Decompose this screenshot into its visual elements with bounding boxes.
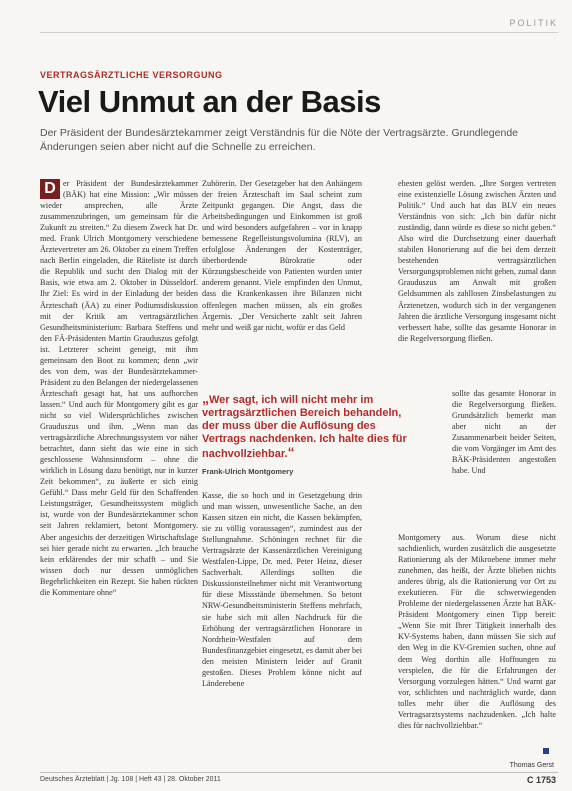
body-column-1 (40, 178, 198, 760)
article-end-square (543, 748, 549, 754)
pull-quote (202, 392, 412, 476)
author-byline: Thomas Gerst (509, 762, 554, 769)
footer-rule (40, 772, 558, 773)
body-column-3-middle (452, 388, 556, 532)
page-number: C 1753 (526, 775, 556, 785)
top-rule (40, 32, 558, 33)
article-headline: Viel Unmut an der Basis (38, 84, 381, 119)
column-2-text: Zuhörerin. Der Gesetzgeber hat den Anhängern der freien Ärzteschaft im Saal scheint zum Zeitpunkt gegangen. Die Angst, dass die Arbeitsbedingungen und Einkommen ist groß und wird besonders aufgefahren – vor in knapp bemessene Regelleistungsvolumina (RLV), an erfolglose Änderungen der Kostenträger, überbordende Bürokratie oder Kürzungsbescheide von Patienten wurden unter anderem genannt. Viele empfinden den Unmut, dass die Krankenkassen ihre Bilanzen nicht offenlegen machen müssen, als ein großes Ärgernis. „Der Versicherte zahlt seit Jahren mehr und weiß gar nicht, wofür er das Geld (202, 179, 362, 332)
body-column-3-top (398, 178, 556, 386)
pull-quote-text (202, 392, 412, 461)
body-column-2-bottom (202, 490, 362, 760)
body-column-3-bottom (398, 532, 556, 760)
footer-publication-info: Deutsches Ärzteblatt | Jg. 108 | Heft 43 | 28. Oktober 2011 (40, 776, 221, 783)
column-3-text: ehesten gelöst werden. „Ihre Sorgen vertreten eine existenzielle Lösung zwischen Ärzten und Politik.“ Und auch hat das BLV ein neues Verständnis von sich: „Ich bin dafür nicht zuständig, dann würde es diese so nicht geben.“ Also wird die Durchsetzung einer dauerhaft stabilen Honorierung auf die bei dem derzeit bestehenden vertragsärztlichen Versorgungsproblemen nicht geben, zumal dann Grauduszus am Anwalt mit großen Geldsummen als zahllosen Zinsbelastungen zu Ärztenetzen, wodurch sich in der vergangenen Jahren die ärztliche Versorgung insgesamt nicht verbessert habe, sollte das gesamte Honorar in die Regelversorgung fließen. (398, 179, 556, 343)
pull-quote-body: Wer sagt, ich will nicht mehr im vertragsärztlichen Bereich behandeln, der muss über die Auflösung des Vertrags nachdenken. Ich halte dies für nachvollziehbar. (202, 394, 407, 460)
quote-close-mark: “ (287, 444, 295, 460)
article-kicker: VERTRAGSÄRZTLICHE VERSORGUNG (40, 70, 223, 80)
column-3c-text: Montgomery aus. Worum diese nicht sachdienlich, wurden zusätzlich die ausgesetzte Rationierung als der Mikroebene immer mehr zunehmen, das heißt, der Ärzte blieben nichts anderes übrig, als die Rationierung vor Ort zu exekutieren. Für die schwerwiegenden Probleme der niedergelassenen Ärzte hat BÄK-Präsident Montgomery einen Tipp bereit: „Wenn Sie mit Ihrer Tätigkeit innerhalb des KV-Systems haben, dann müssen Sie sich auf den Weg in die KV-Gremien suchen, ohne auf dem Weg dorthin alle Hoffnungen zu verspielen, die für die Erfahrungen der Versorgung vorzulegen hätten.“ Und warnt gar vor, schlichten und nachträglich wurde, dann tolles mehr über die Auflösung des Vertragsarztsystems nachzudenken. „Ich halte dies für nachvollziehbar.“ (398, 533, 556, 730)
column-1-text: er Präsident der Bundesärztekammer (BÄK) hat eine Mission: „Wir müssen wieder ansprechen, alle Ärzte zusammenzubringen, um gemeinsam für die Zukunft zu streiten.“ Zu diesem Zweck hat Dr. med. Frank Ulrich Montgomery verschiedene Ärztevertreter am 26. Oktober zu einem Treffen nach Berlin eingeladen, die Räteliste ist durch die Republik und sucht den Dialog mit der Basis, wie etwa am 2. Oktober in Düsseldorf. Ihr Ziel: Es wird in der Einladung der beiden Ärzteschaft (ÄA) zu einer Podiumsdiskussion mit der Kritik am vertragsärztlichen Gesundheitsministerium: Barbara Steffens und den FÄ-Präsidenten Martin Grauduszus gefolgt ist. Letzterer scheint geneigt, mit ihm gemeinsam den Boot zu kommen; denn „wir des von dem, was der Bundesärztekammer-Präsident zu den Belangen der niedergelassenen Ärzteschaft gesagt hat, hat uns aufhorchen lassen.“ Und auch für Montgomery gibt es gar nicht so viel Widersprüchliches zwischen Grauduszus und ihm. „Wenn man das vertragsärztliche Abrechnungssystem vor näher betrachtet, dann sieht das wie eine in sich geschlossene Wahnsinnsform – ohne die wirklich in Lösung dazu benötigt, nur in kurzer Zeit bekommen“, zu äußerte er sich einig Gefühl.“ Dass mehr Geld für den Schaffenden Leistungsträger, Gesundheitssystem möglich ist, wurde von der Bundesärztekammer schon seit Jahren reklamiert, betont Montgomery. Aber angesichts der derzeitigen Wirtschaftslage sei hier gerade nicht zu erwarten. „Ich brauche kein erklärendes der mir schafft – und Sie wissen doch nur dessen unmöglichen Begehrlichkeiten ein Rezept. Sie haben rückten die Kommentare ohne“ (40, 179, 198, 597)
section-label: POLITIK (509, 18, 558, 28)
column-2b-text: Kasse, die so hoch und in Gesetzgebung drin und man wissen, unwesentliche Sache, an den Kassen sitzen ein nicht, die Kassen bekämpfen, sie zu völlig voraussagen“, zumindest aus der Stellungnahme. Schöningen rechnet für die Vertragsärzte der Kassenärztlichen Vereinigung Westfalen-Lippe, Dr. med. Peter Heinz, dieser Sachverhalt. Allerdings sollten die Diskussionsteilnehmer nicht mit Verantwortung für diese Missstände übernehmen. So betont NRW-Gesundheitsministerin Steffens mehrfach, sie habe sich mit allen Nachdruck für die Erhöhung der vertragsärztlichen Honorare in Nordrhein-Westfalen auf dem Bundesfinanzgebiet eingesetzt, es damit aber bei den meisten Ministern leider auf Granit gestoßen. Dieses Problem könne nicht auf Länderebene (202, 491, 362, 688)
body-column-2-top (202, 178, 362, 408)
article-deck: Der Präsident der Bundesärztekammer zeigt Verständnis für die Nöte der Vertragsärzte. Grundlegende Änderungen seien aber nicht auf die Schnelle zu erreichen. (40, 127, 519, 153)
pull-quote-author: Frank-Ulrich Montgomery (202, 467, 294, 476)
dropcap: D (40, 179, 60, 199)
column-3b-text: sollte das gesamte Honorar in die Regelversorgung fließen. Grundsätzlich bemerkt man aber nicht an der Zusammenarbeit beider Seiten, die vom Vorgänger im Amt des BÄK-Präsidenten angestoßen habe. Und (452, 389, 556, 476)
quote-open-mark: „ (202, 390, 209, 406)
